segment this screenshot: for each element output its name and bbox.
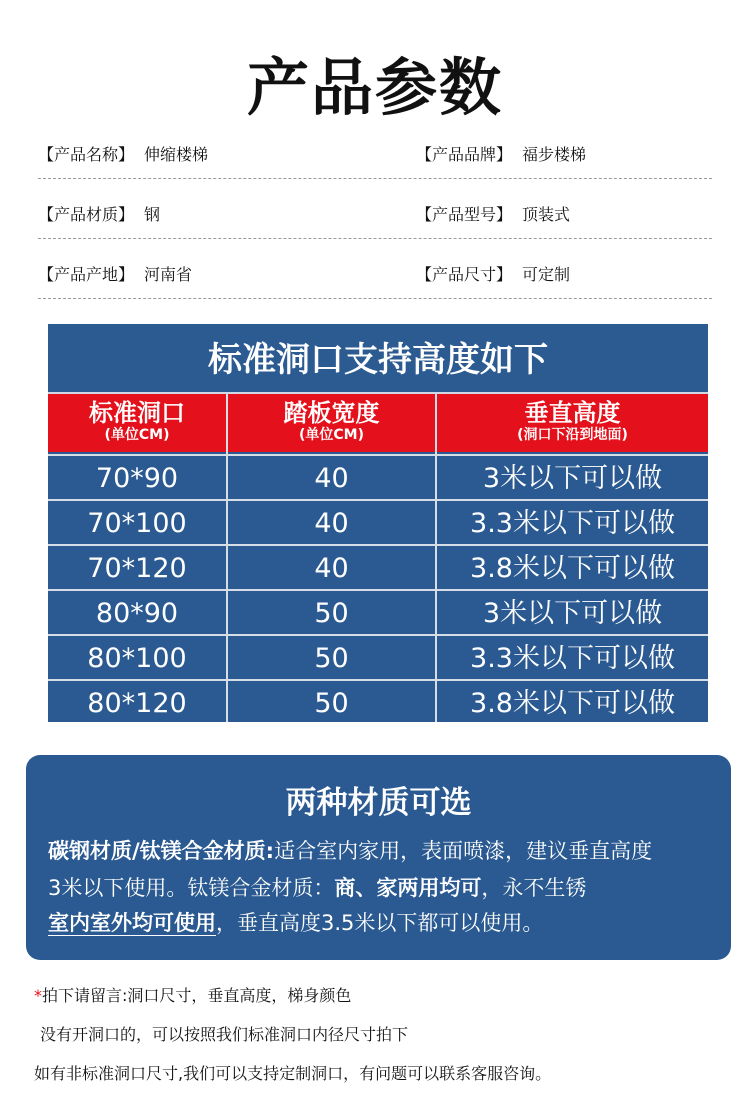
cell-tread-width: 40 — [314, 553, 349, 584]
materials-text: ，永不生锈 — [481, 876, 587, 900]
page-title: 产品参数 — [246, 51, 503, 124]
table-row — [48, 499, 708, 544]
param-label: 【产品名称】 — [38, 145, 135, 164]
header-vertical-height — [437, 394, 708, 452]
materials-box — [26, 755, 731, 960]
table-title: 标准洞口支持高度如下 — [48, 324, 708, 394]
note-line-1 — [34, 983, 351, 1006]
param-value: 伸缩楼梯 — [144, 145, 209, 164]
header-tread-width — [228, 394, 435, 452]
materials-line-2 — [48, 872, 586, 902]
cell-tread-width: 50 — [314, 688, 349, 719]
cell-height: 3.3米以下可以做 — [470, 508, 675, 539]
cell-height: 3.3米以下可以做 — [470, 643, 675, 674]
param-value: 福步楼梯 — [522, 145, 587, 164]
note-line-3: 如有非标准洞口尺寸,我们可以支持定制洞口，有问题可以联系客服咨询。 — [34, 1064, 552, 1083]
cell-height: 3米以下可以做 — [482, 598, 663, 629]
header-sub: (洞口下沿到地面) — [517, 427, 628, 443]
param-label: 【产品尺寸】 — [416, 265, 513, 284]
materials-text: 3米以下使用。钛镁合金材质： — [48, 876, 335, 900]
param-label: 【产品型号】 — [416, 205, 513, 224]
param-row — [38, 180, 712, 239]
header-sub: (单位CM) — [298, 427, 364, 443]
cell-opening: 70*90 — [95, 463, 179, 494]
cell-opening: 70*120 — [87, 553, 187, 584]
cell-opening: 70*100 — [87, 508, 187, 539]
header-sub: (单位CM) — [104, 427, 170, 443]
materials-line-1 — [48, 835, 652, 865]
cell-height: 3.8米以下可以做 — [470, 553, 675, 584]
height-table — [48, 324, 708, 722]
cell-height: 3米以下可以做 — [482, 463, 663, 494]
param-product-origin — [38, 262, 192, 285]
materials-highlight: 碳钢材质/钛镁合金材质: — [48, 839, 275, 863]
cell-tread-width: 50 — [314, 598, 349, 629]
cell-opening: 80*90 — [95, 598, 179, 629]
table-row — [48, 544, 708, 589]
cell-tread-width: 50 — [314, 643, 349, 674]
materials-highlight: 室内室外均可使用 — [48, 911, 216, 935]
materials-highlight: 商、家两用均可 — [334, 876, 482, 900]
param-label: 【产品品牌】 — [416, 145, 513, 164]
materials-line-3 — [48, 907, 543, 937]
cell-opening: 80*100 — [87, 643, 187, 674]
note-line-2: 没有开洞口的，可以按照我们标准洞口内径尺寸拍下 — [40, 1025, 409, 1044]
asterisk-mark: * — [34, 986, 42, 1005]
cell-tread-width: 40 — [314, 463, 349, 494]
param-value: 钢 — [144, 205, 161, 224]
table-row — [48, 634, 708, 679]
param-label: 【产品产地】 — [38, 265, 135, 284]
table-row — [48, 679, 708, 724]
table-header-row — [48, 394, 708, 452]
materials-text: ，垂直高度3.5米以下都可以使用。 — [216, 911, 544, 935]
param-value: 河南省 — [144, 265, 193, 284]
table-row — [48, 589, 708, 634]
param-product-model — [416, 202, 570, 225]
param-value: 可定制 — [522, 265, 571, 284]
header-main: 垂直高度 — [524, 399, 621, 427]
note-text: 拍下请留言:洞口尺寸，垂直高度，梯身颜色 — [42, 986, 352, 1005]
param-product-name — [38, 142, 208, 165]
table-row — [48, 454, 708, 499]
materials-title: 两种材质可选 — [285, 785, 472, 821]
column-divider — [435, 394, 437, 722]
param-product-size — [416, 262, 570, 285]
param-row — [38, 240, 712, 299]
header-opening — [48, 394, 226, 452]
cell-height: 3.8米以下可以做 — [470, 688, 675, 719]
materials-text: 适合室内家用，表面喷漆，建议垂直高度 — [274, 839, 653, 863]
column-divider — [226, 394, 228, 722]
param-label: 【产品材质】 — [38, 205, 135, 224]
cell-tread-width: 40 — [314, 508, 349, 539]
param-product-material — [38, 202, 160, 225]
header-main: 踏板宽度 — [283, 399, 380, 427]
param-value: 顶装式 — [522, 205, 571, 224]
header-main: 标准洞口 — [89, 399, 185, 427]
param-row — [38, 120, 712, 179]
cell-opening: 80*120 — [87, 688, 187, 719]
param-product-brand — [416, 142, 586, 165]
